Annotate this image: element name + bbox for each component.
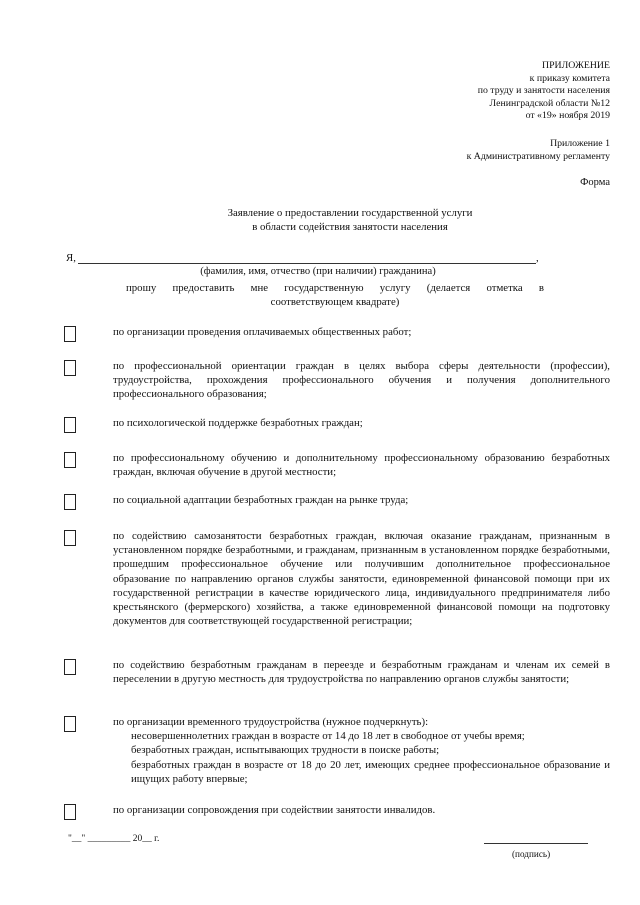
service-subitem: безработных граждан, испытывающих трудности в поиске работы; — [131, 744, 440, 757]
service-checkbox[interactable] — [64, 326, 76, 342]
document-title — [150, 206, 550, 234]
title-line-1: Заявление о предоставлении государственной услуги — [227, 207, 473, 219]
service-text: по организации сопровождения при содействии занятости инвалидов. — [113, 804, 436, 816]
order-header — [478, 60, 610, 123]
service-text: по организации проведения оплачиваемых общественных работ; — [113, 326, 412, 338]
request-line-2: соответствующем квадрате) — [270, 296, 400, 308]
applicant-prefix: Я, — [66, 252, 76, 264]
request-line-1: прошу предоставить мне государственную услугу (делается отметка в — [126, 282, 544, 294]
header-line: от «19» ноября 2019 — [525, 110, 610, 122]
service-text: по социальной адаптации безработных граждан на рынке труда; — [113, 494, 409, 506]
service-checkbox[interactable] — [64, 360, 76, 376]
header-line: к приказу комитета — [529, 72, 610, 84]
service-checkbox[interactable] — [64, 659, 76, 675]
service-text: по психологической поддержке безработных граждан; — [113, 417, 363, 429]
service-subitem: безработных граждан в возрасте от 18 до 20 лет, имеющих среднее профессиональное образование и ищущих работу впервые; — [131, 758, 610, 785]
service-checkbox[interactable] — [64, 494, 76, 510]
service-text: по содействию самозанятости безработных граждан, включая оказание гражданам, признанным в установленном порядке безработными, и гражданам, признанным в установленном порядке безработными, прошедшим профессиональное обучение или получившим дополнительное профессиональное образование по направлению органов службы занятости, единовременной финансовой помощи при их государственной регистрации в качестве юридического лица, индивидуального предпринимателя либо крестьянского (фермерского) хозяйства, а также единовременной финансовой помощи на подготовку документов для соответствующей государственной регистрации; — [113, 530, 610, 628]
service-checkbox[interactable] — [64, 530, 76, 546]
service-text-block — [113, 715, 610, 786]
service-text: по организации временного трудоустройства (нужное подчеркнуть): — [113, 716, 429, 728]
applicant-caption: (фамилия, имя, отчество (при наличии) гражданина) — [200, 266, 436, 277]
service-text: по профессиональной ориентации граждан в целях выбора сферы деятельности (профессии), трудоустройства, прохождения профессионального обучения и получения дополнительного профессионального образования; — [113, 360, 610, 401]
service-checkbox[interactable] — [64, 417, 76, 433]
header-line: ПРИЛОЖЕНИЕ — [542, 60, 610, 71]
appendix-line: Приложение 1 — [550, 138, 610, 149]
service-text: по профессиональному обучению и дополнительному профессиональному образованию безработных граждан, включая обучение в другой местности; — [113, 452, 610, 479]
signature-field[interactable] — [484, 843, 588, 844]
appendix-header — [467, 138, 610, 163]
service-checkbox[interactable] — [64, 716, 76, 732]
title-line-2: в области содействия занятости населения — [252, 221, 448, 233]
request-text — [126, 281, 544, 309]
service-checkbox[interactable] — [64, 452, 76, 468]
service-checkbox[interactable] — [64, 804, 76, 820]
date-field[interactable]: "__" _________ 20__ г. — [68, 834, 160, 844]
applicant-name-field[interactable] — [78, 263, 536, 264]
appendix-line: к Административному регламенту — [466, 150, 610, 162]
service-text: по содействию безработным гражданам в переезде и безработным гражданам и членам их семей в переселении в другую местность для трудоустройства по направлению органов службы занятости; — [113, 659, 610, 686]
applicant-suffix: , — [536, 252, 539, 264]
form-label: Форма — [580, 177, 610, 188]
header-line: Ленинградской области №12 — [489, 97, 610, 109]
header-line: по труду и занятости населения — [477, 85, 610, 97]
signature-caption: (подпись) — [512, 849, 551, 859]
service-subitem: несовершеннолетних граждан в возрасте от 14 до 18 лет в свободное от учебы время; — [131, 730, 525, 743]
